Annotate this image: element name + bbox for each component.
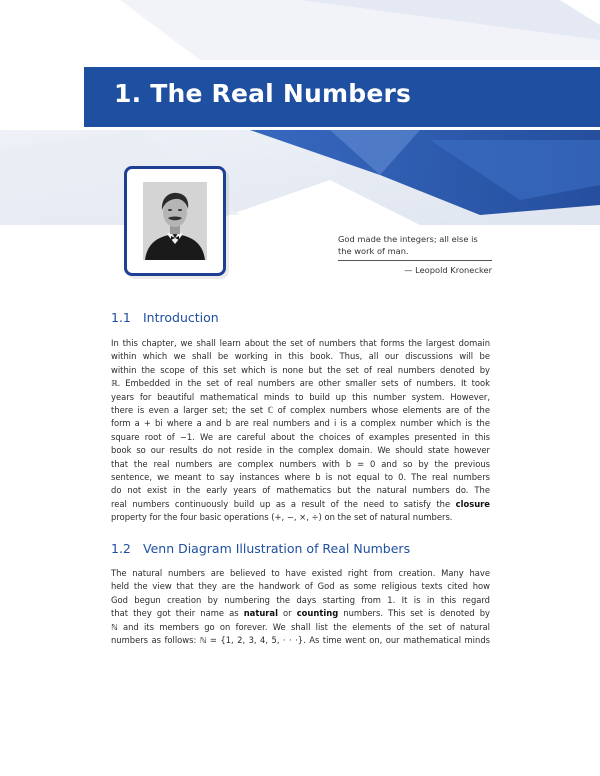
bold-term-counting: counting: [296, 608, 339, 619]
epigraph-quote: God made the integers; all else is the work of man.: [338, 234, 478, 256]
text-line-with-bold: [111, 498, 490, 511]
section-number: 1.1: [111, 310, 131, 325]
text-line: do not exist in the early years of mathematics but the natural numbers do. The: [111, 485, 490, 496]
text-line: ℕ and its members go on forever. We shall list the elements of the set of natural: [111, 621, 490, 632]
text-segment: or: [283, 608, 292, 619]
text-line: that the real numbers are complex numbers with b = 0 and so by the previous: [111, 458, 490, 469]
kronecker-portrait: [143, 182, 207, 260]
text-line: God begun creation by numbering the days starting from 1. It is in this regard: [111, 594, 490, 605]
text-line: there is even a larger set; the set ℂ of complex numbers whose elements are of the: [111, 405, 490, 416]
section-title: Venn Diagram Illustration of Real Numbers: [143, 541, 411, 556]
introduction-paragraph: [111, 337, 490, 525]
text-line: ℝ. Embedded in the set of real numbers are other smaller sets of numbers. It took: [111, 378, 490, 389]
text-line: square root of −1. We are careful about the choices of examples presented in this: [111, 431, 490, 442]
text-line: form a + bi where a and b are real numbers and i is a complex number which is the: [111, 418, 490, 429]
text-line: sentence, we meant to say instances where b is not equal to 0. The real numbers: [111, 472, 490, 483]
text-line: within which we shall be working in this book. Thus, all our discussions will be: [111, 351, 490, 362]
section-number: 1.2: [111, 541, 131, 556]
section-heading-introduction: [111, 310, 219, 325]
epigraph: [338, 233, 492, 276]
text-line: property for the four basic operations (+, −, ×, ÷) on the set of natural numbers.: [111, 512, 453, 523]
bold-term-closure: closure: [455, 498, 490, 509]
text-line: numbers as follows: ℕ = {1, 2, 3, 4, 5, · · ·}. As time went on, our mathematical minds: [111, 635, 490, 646]
portrait-frame: [124, 166, 226, 276]
chapter-title: 1. The Real Numbers: [114, 79, 412, 108]
text-line: book so our results do not reside in the complex domain. We should state however: [111, 445, 490, 456]
text-line: years for beautiful mathematical minds to build up this number system. However,: [111, 391, 490, 402]
section-title: Introduction: [143, 310, 219, 325]
text-line: In this chapter, we shall learn about the set of numbers that forms the largest domain: [111, 338, 490, 348]
text-line: held the view that they are the handwork of God as some religious texts cited how: [111, 581, 490, 592]
text-line-with-bold: [111, 607, 490, 620]
text-segment: that they got their name as: [111, 608, 239, 619]
text-line: The natural numbers are believed to have existed right from creation. Many have: [111, 568, 490, 578]
section-heading-venn-diagram: [111, 541, 410, 556]
text-segment: numbers. This set is denoted by: [343, 608, 490, 619]
epigraph-author: — Leopold Kronecker: [404, 265, 492, 275]
bold-term-natural: natural: [243, 608, 278, 619]
text-line: within the scope of this set which is none but the set of real numbers denoted by: [111, 364, 490, 375]
epigraph-divider: [338, 260, 492, 261]
text-segment: real numbers continuously build up as a result of the need to satisfy the: [111, 498, 451, 509]
venn-diagram-paragraph: [111, 567, 490, 647]
